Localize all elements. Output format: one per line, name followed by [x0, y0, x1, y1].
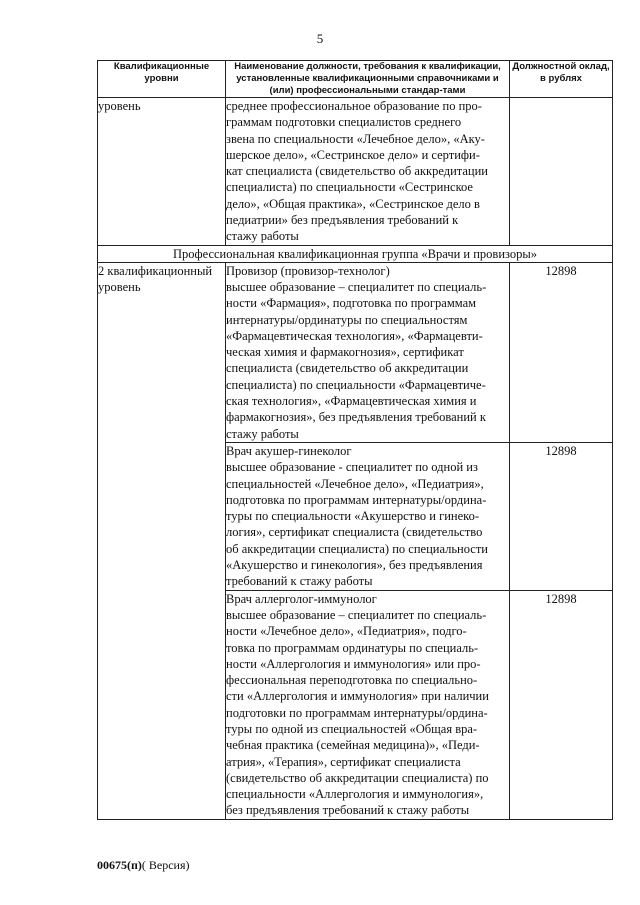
position-cell: Врач акушер-гинеколог высшее образование - специалитет по одной из специальностей «Лечебное дело», «Педиатрия», подготовка по программам интернатуры/ордина- туры по специальности «Акушерство и гинеко- логия», сертификат специалиста (свидетельство об аккредитации специалиста) по специальности «Акушерство и гинекология», без предъявления требований к стажу работы: [226, 442, 510, 590]
level-cell: 2 квалификационный уровень: [98, 262, 226, 819]
position-cell: Провизор (провизор-технолог) высшее образование – специалитет по специаль- ности «Фармация», подготовка по программам интернатуры/ординатуры по специальностям «Фармацевтическая технология», «Фармацевти- ческая химия и фармакогнозия», сертификат специалиста (свидетельство об аккредитации специалиста) по специальности «Фармацевтиче- ская технология», «Фармацевтическая химия и фармакогнозия», без предъявления требований к стажу работы: [226, 262, 510, 442]
page-number: 5: [316, 31, 324, 46]
header-level: Квалификационные уровни: [98, 61, 226, 98]
document-version: ( Версия): [141, 858, 190, 872]
salary-cell: 12898: [510, 262, 613, 442]
group-title-row: [98, 245, 613, 262]
salary-cell: 12898: [510, 442, 613, 590]
level-cell: уровень: [98, 98, 226, 246]
group-title: Профессиональная квалификационная группа «Врачи и провизоры»: [98, 245, 613, 262]
header-salary: Должностной оклад, в рублях: [510, 61, 613, 98]
document-code-number: 00675(п): [97, 858, 142, 872]
table-row: [98, 262, 613, 442]
salary-cell: [510, 98, 613, 246]
document-code: [97, 858, 190, 873]
requirements-cell: среднее профессиональное образование по про- граммам подготовки специалистов среднего звена по специальности «Лечебное дело», «Аку- шерское дело», «Сестринское дело» и сертифи- кат специалиста (свидетельство об аккредитации специалиста) по специальности «Сестринское дело», «Общая практика», «Сестринское дело в педиатрии» без предъявления требований к стажу работы: [226, 98, 510, 246]
header-position: Наименование должности, требования к квалификации, установленные квалификационными справочниками и (или) профессиональными стандар-тами: [226, 61, 510, 98]
table-header-row: [98, 61, 613, 98]
table-row: [98, 98, 613, 246]
position-cell: Врач аллерголог-иммунолог высшее образование – специалитет по специаль- ности «Лечебное дело», «Педиатрия», подго- товка по программам ординатуры по специаль- ности «Аллергология и иммунология» или про- фессиональная переподготовка по специально- сти «Аллергология и иммунология» при наличии подготовки по программам интернатуры/ордина- туры по одной из специальностей «Общая вра- чебная практика (семейная медицина)», «Педи- атрия», «Терапия», сертификат специалиста (свидетельство об аккредитации специалиста) по специальности «Аллергология и иммунология», без предъявления требований к стажу работы: [226, 590, 510, 819]
salary-cell: 12898: [510, 590, 613, 819]
qualification-table: [97, 60, 613, 820]
